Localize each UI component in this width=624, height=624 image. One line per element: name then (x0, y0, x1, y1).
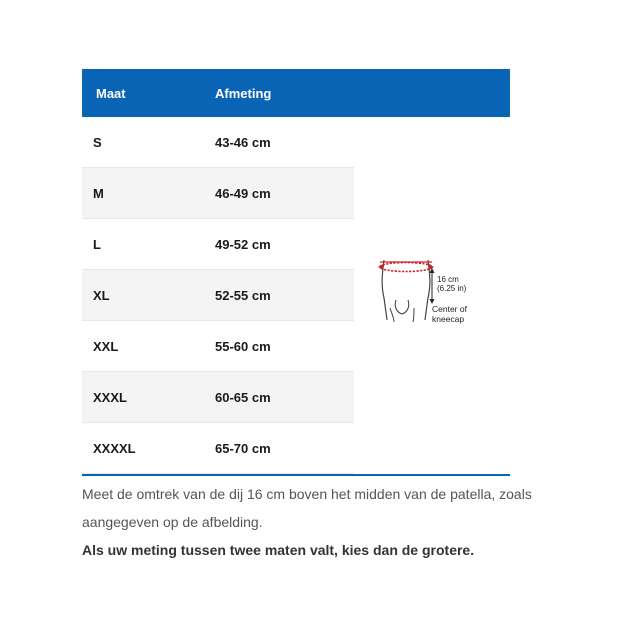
table-bottom-divider (82, 474, 510, 476)
knee-measurement-figure (370, 250, 490, 330)
row-size: L (93, 236, 101, 252)
table-row (82, 270, 354, 321)
table-row (82, 423, 354, 474)
row-size: M (93, 185, 104, 201)
row-measure: 55-60 cm (215, 338, 271, 354)
row-size: XXXXL (93, 440, 136, 456)
table-row (82, 372, 354, 423)
row-measure: 60-65 cm (215, 389, 271, 405)
knee-crease-right (413, 308, 414, 322)
table-row (82, 117, 354, 168)
row-measure: 49-52 cm (215, 236, 271, 252)
size-advice: Als uw meting tussen twee maten valt, kies dan de grotere. (82, 542, 475, 558)
row-measure: 65-70 cm (215, 440, 271, 456)
row-measure: 52-55 cm (215, 287, 271, 303)
distance-label: 16 cm (437, 275, 459, 284)
row-measure: 46-49 cm (215, 185, 271, 201)
row-size: S (93, 134, 102, 150)
header-size: Maat (96, 85, 126, 101)
row-measure: 43-46 cm (215, 134, 271, 150)
center-label-line1: Center of (432, 304, 467, 314)
kneecap-shape (395, 300, 409, 314)
header-measure: Afmeting (215, 85, 272, 101)
table-header (82, 69, 510, 117)
measurement-instruction: Meet de omtrek van de dij 16 cm boven het midden van de patella, zoals aangegeven op de afbelding. (82, 486, 532, 530)
table-row (82, 219, 354, 270)
row-size: XL (93, 287, 110, 303)
measuring-tape-icon (380, 263, 432, 272)
knee-crease (390, 308, 394, 322)
center-label-line2: kneecap (432, 314, 465, 324)
distance-label-inches: (6.25 in) (437, 284, 467, 293)
row-size: XXL (93, 338, 119, 354)
table-row (82, 321, 354, 372)
table-row (82, 168, 354, 219)
row-size: XXXL (93, 389, 127, 405)
tape-arrow-left-icon (378, 264, 383, 270)
